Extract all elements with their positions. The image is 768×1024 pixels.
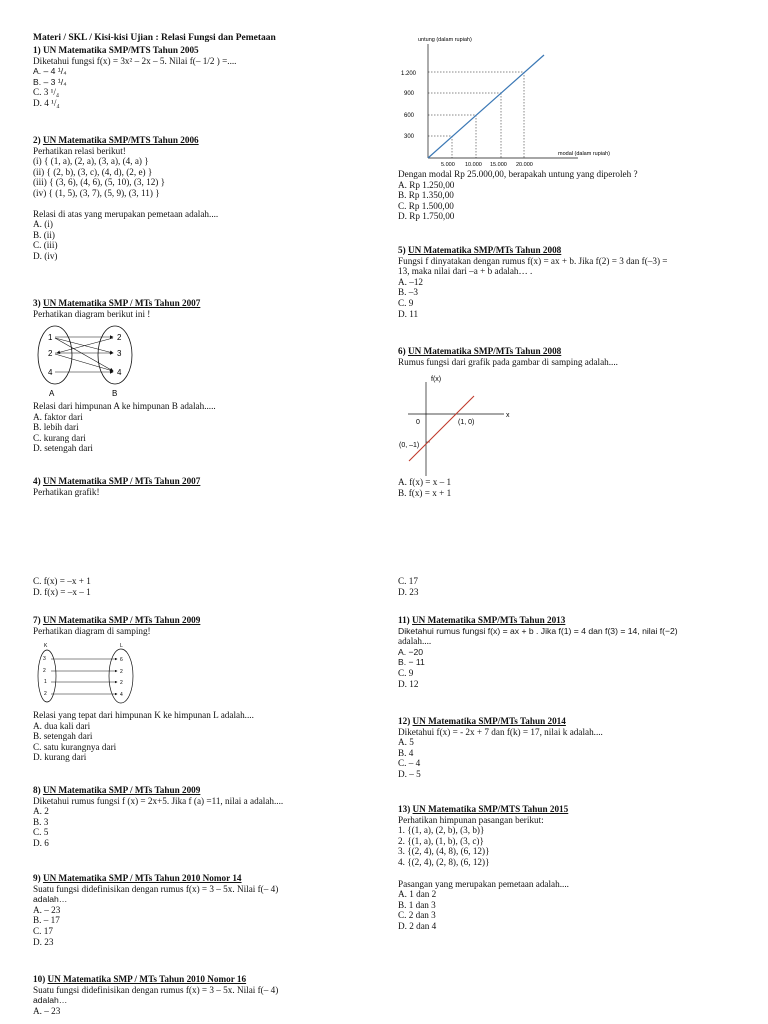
set-k-label: K bbox=[44, 643, 48, 649]
option-b: B. f(x) = x + 1 bbox=[398, 487, 452, 498]
option-b: B. lebih dari bbox=[33, 422, 79, 433]
option-c: C. – 4 bbox=[398, 758, 421, 769]
page-title: Materi / SKL / Kisi-kisi Ujian : Relasi Fungsi dan Pemetaan bbox=[33, 33, 276, 43]
option-c: C. (iii) bbox=[33, 240, 58, 251]
set-a-element: 1 bbox=[48, 333, 53, 342]
option-a: A. dua kali dari bbox=[33, 720, 91, 731]
question-2-heading: 2) UN Matematika SMP/MTS Tahun 2006 bbox=[33, 135, 199, 145]
y-tick: 600 bbox=[404, 113, 415, 119]
question-3-question: Relasi dari himpunan A ke himpunan B adalah..... bbox=[33, 401, 216, 411]
point-label: (1, 0) bbox=[458, 419, 475, 426]
option-a: A. – 23 bbox=[33, 1005, 61, 1016]
option-a: A. 1 dan 2 bbox=[398, 889, 437, 900]
relation-i: (i) { (1, a), (2, a), (3, a), (4, a) } bbox=[33, 156, 149, 167]
question-2 bbox=[33, 135, 218, 262]
function-line bbox=[409, 396, 474, 461]
option-b: B. –3 bbox=[398, 287, 418, 298]
pair-1: 1. {(1, a), (2, b), (3, b)} bbox=[398, 825, 485, 836]
question-6-text: Rumus fungsi dari grafik pada gambar di samping adalah.... bbox=[398, 356, 618, 367]
option-a: A. 5 bbox=[398, 737, 414, 748]
x-tick: 15.000 bbox=[490, 162, 507, 168]
option-a: A. Rp 1.250,00 bbox=[398, 179, 455, 190]
question-4-text: Perhatikan grafik! bbox=[33, 486, 100, 497]
question-9-heading: 9) UN Matematika SMP / MTs Tahun 2010 Nomor 14 bbox=[33, 873, 242, 883]
relation-iii: (iii) { (3, 6), (4, 6), (5, 10), (3, 12) } bbox=[33, 177, 166, 188]
option-c: C. 9 bbox=[398, 667, 414, 678]
option-a: A. f(x) = x – 1 bbox=[398, 477, 452, 487]
question-12 bbox=[398, 716, 603, 780]
option-d: D. 11 bbox=[398, 308, 419, 319]
question-13 bbox=[398, 804, 569, 932]
option-c: C. 9 bbox=[398, 297, 414, 308]
question-6-heading: 6) UN Matematika SMP/MTs Tahun 2008 bbox=[398, 346, 562, 356]
y-tick: 900 bbox=[404, 91, 415, 97]
pair-3: 3. {(2, 4), (4, 8), (6, 12)} bbox=[398, 846, 490, 857]
option-a: A. 2 bbox=[33, 806, 49, 817]
question-5-heading: 5) UN Matematika SMP/MTs Tahun 2008 bbox=[398, 245, 562, 255]
question-cont-answers bbox=[398, 576, 418, 597]
linear-function-graph bbox=[398, 370, 518, 478]
question-9 bbox=[33, 873, 278, 947]
question-10-heading: 10) UN Matematika SMP / MTs Tahun 2010 Nomor 16 bbox=[33, 974, 247, 984]
option-b: B. setengah dari bbox=[33, 731, 93, 742]
question-6-answers bbox=[398, 477, 451, 498]
profit-line bbox=[428, 55, 544, 158]
question-3-heading: 3) UN Matematika SMP / MTs Tahun 2007 bbox=[33, 298, 201, 308]
option-a: A. faktor dari bbox=[33, 411, 83, 422]
question-6 bbox=[398, 346, 618, 367]
question-12-text: Diketahui f(x) = - 2x + 7 dan f(k) = 17, nilai k adalah.... bbox=[398, 726, 603, 737]
relation-diagram-kl bbox=[33, 640, 143, 708]
option-a: A. (i) bbox=[33, 219, 53, 230]
set-a-label: A bbox=[49, 389, 55, 398]
option-d: D. 2 dan 4 bbox=[398, 920, 437, 931]
option-d: D. 4 ¹/₄ bbox=[33, 97, 60, 108]
option-c: C. 3 ¹/₄ bbox=[33, 87, 60, 98]
option-b: B. – 17 bbox=[33, 915, 60, 926]
graph-ylabel: untung (dalam rupiah) bbox=[418, 37, 472, 43]
y-tick: 300 bbox=[404, 134, 415, 140]
question-6-answers-cont bbox=[33, 576, 91, 597]
question-10 bbox=[33, 974, 278, 1016]
option-d: D. kurang dari bbox=[33, 752, 87, 763]
option-d: D. 23 bbox=[33, 936, 54, 947]
option-b: B. − 11 bbox=[398, 657, 425, 668]
set-l-element: 2 bbox=[120, 669, 123, 675]
set-b-label: B bbox=[112, 389, 118, 398]
question-11-text: adalah.... bbox=[398, 636, 432, 647]
option-c: C. 17 bbox=[398, 576, 418, 586]
relation-iv: (iv) { (1, 5), (3, 7), (5, 9), (3, 11) } bbox=[33, 187, 160, 198]
question-5-text: 13, maka nilai dari –a + b adalah… . bbox=[398, 266, 533, 277]
x-tick: 10.000 bbox=[465, 162, 482, 168]
question-4-heading: 4) UN Matematika SMP / MTs Tahun 2007 bbox=[33, 476, 201, 486]
set-b-ellipse bbox=[98, 326, 132, 384]
option-d: D. – 5 bbox=[398, 768, 421, 779]
option-d: D. (iv) bbox=[33, 250, 58, 261]
question-3-text: Perhatikan diagram berikut ini ! bbox=[33, 308, 151, 319]
question-1-heading: 1) UN Matematika SMP/MTS Tahun 2005 bbox=[33, 45, 199, 55]
graph-xlabel: x bbox=[506, 412, 510, 419]
question-7-text: Perhatikan diagram di samping! bbox=[33, 625, 151, 636]
question-5 bbox=[398, 245, 668, 319]
option-b: B. 1 dan 3 bbox=[398, 899, 436, 910]
x-tick: 5.000 bbox=[441, 162, 455, 168]
option-c: C. satu kurangnya dari bbox=[33, 741, 117, 752]
set-k-element: 2 bbox=[43, 668, 46, 674]
option-d: D. setengah dari bbox=[33, 443, 93, 454]
question-8-heading: 8) UN Matematika SMP / MTs Tahun 2009 bbox=[33, 785, 201, 795]
set-k-element: 2 bbox=[44, 691, 47, 697]
set-a-element: 4 bbox=[48, 368, 53, 377]
question-5-text: Fungsi f dinyatakan dengan rumus f(x) = ax + b. Jika f(2) = 3 dan f(–3) = bbox=[398, 255, 668, 266]
option-b: B. – 3 ¹/₄ bbox=[33, 76, 67, 87]
y-tick: 1.200 bbox=[401, 71, 417, 77]
question-8 bbox=[33, 785, 283, 849]
question-10-text: adalah… bbox=[33, 995, 68, 1006]
set-l-element: 4 bbox=[120, 692, 123, 698]
question-2-text: Perhatikan relasi berikut! bbox=[33, 145, 126, 156]
option-d: D. 23 bbox=[398, 586, 419, 597]
question-4-question: Dengan modal Rp 25.000,00, berapakah untung yang diperoleh ? bbox=[398, 169, 638, 179]
question-2-question: Relasi di atas yang merupakan pemetaan adalah.... bbox=[33, 208, 219, 219]
question-10-text: Suatu fungsi didefinisikan dengan rumus f(x) = 3 – 5x. Nilai f(– 4) bbox=[33, 984, 279, 995]
option-c: C. 2 dan 3 bbox=[398, 910, 436, 921]
option-d: D. 12 bbox=[398, 678, 419, 689]
origin-label: 0 bbox=[416, 419, 420, 426]
question-8-text: Diketahui rumus fungsi f (x) = 2x+5. Jika f (a) =11, nilai a adalah.... bbox=[33, 795, 284, 806]
option-b: B. 4 bbox=[398, 747, 414, 758]
option-c: C. Rp 1.500,00 bbox=[398, 200, 454, 211]
relation-diagram-ab bbox=[33, 325, 143, 400]
option-d: D. f(x) = –x – 1 bbox=[33, 586, 91, 597]
profit-graph bbox=[398, 30, 628, 170]
question-4 bbox=[33, 476, 200, 497]
set-k-element: 3 bbox=[43, 656, 46, 662]
point-label: (0, –1) bbox=[399, 442, 420, 449]
question-12-heading: 12) UN Matematika SMP/MTs Tahun 2014 bbox=[398, 716, 566, 726]
question-13-heading: 13) UN Matematika SMP/MTS Tahun 2015 bbox=[398, 804, 569, 814]
question-11-text: Diketahui rumus fungsi f(x) = ax + b . Jika f(1) = 4 dan f(3) = 14, nilai f(−2) bbox=[398, 625, 678, 636]
option-d: D. 6 bbox=[33, 837, 49, 848]
question-4-answers bbox=[398, 169, 638, 222]
set-a-ellipse bbox=[38, 326, 72, 384]
set-b-element: 2 bbox=[117, 333, 122, 342]
option-c: C. 5 bbox=[33, 827, 49, 838]
set-b-element: 4 bbox=[117, 368, 122, 377]
question-7 bbox=[33, 615, 200, 636]
question-7-answers bbox=[33, 710, 254, 763]
option-b: B. (ii) bbox=[33, 229, 55, 240]
set-l-element: 2 bbox=[120, 680, 123, 686]
pair-2: 2. {(1, a), (1, b), (3, c)} bbox=[398, 835, 484, 846]
option-c: C. 17 bbox=[33, 925, 53, 936]
question-3 bbox=[33, 298, 200, 319]
graph-xlabel: modal (dalam rupiah) bbox=[558, 151, 610, 157]
question-13-text: Perhatikan himpunan pasangan berikut: bbox=[398, 814, 544, 825]
option-c: C. kurang dari bbox=[33, 432, 86, 443]
question-11-heading: 11) UN Matematika SMP/MTs Tahun 2013 bbox=[398, 615, 566, 625]
set-l-element: 6 bbox=[120, 657, 123, 663]
pair-4: 4. {(2, 4), (2, 8), (6, 12)} bbox=[398, 856, 490, 867]
option-d: D. Rp 1.750,00 bbox=[398, 211, 455, 222]
question-7-heading: 7) UN Matematika SMP / MTs Tahun 2009 bbox=[33, 615, 201, 625]
graph-ylabel: f(x) bbox=[431, 376, 442, 383]
set-a-element: 2 bbox=[48, 349, 53, 358]
option-a: A. −20 bbox=[398, 646, 424, 657]
question-9-text: Suatu fungsi didefinisikan dengan rumus f(x) = 3 – 5x. Nilai f(– 4) bbox=[33, 883, 279, 894]
relation-ii: (ii) { (2, b), (3, c), (4, d), (2, e) } bbox=[33, 166, 153, 177]
question-11 bbox=[398, 615, 678, 689]
question-1-text: Diketahui fungsi f(x) = 3x² – 2x – 5. Nilai f(– 1/2 ) =.... bbox=[33, 55, 237, 66]
option-b: B. 3 bbox=[33, 816, 49, 827]
question-9-text: adalah… bbox=[33, 894, 68, 905]
option-c: C. f(x) = –x + 1 bbox=[33, 576, 91, 586]
question-1 bbox=[33, 45, 236, 109]
option-a: A. – 4 ¹/₄ bbox=[33, 66, 67, 77]
question-3-answers bbox=[33, 401, 216, 454]
option-a: A. –12 bbox=[398, 276, 424, 287]
set-b-element: 3 bbox=[117, 349, 122, 358]
option-a: A. – 23 bbox=[33, 904, 61, 915]
set-k-element: 1 bbox=[44, 679, 47, 685]
x-tick: 20.000 bbox=[516, 162, 533, 168]
question-13-question: Pasangan yang merupakan pemetaan adalah.... bbox=[398, 878, 569, 889]
question-7-question: Relasi yang tepat dari himpunan K ke himpunan L adalah.... bbox=[33, 710, 254, 720]
option-b: B. Rp 1.350,00 bbox=[398, 190, 454, 201]
set-l-label: L bbox=[120, 643, 123, 649]
